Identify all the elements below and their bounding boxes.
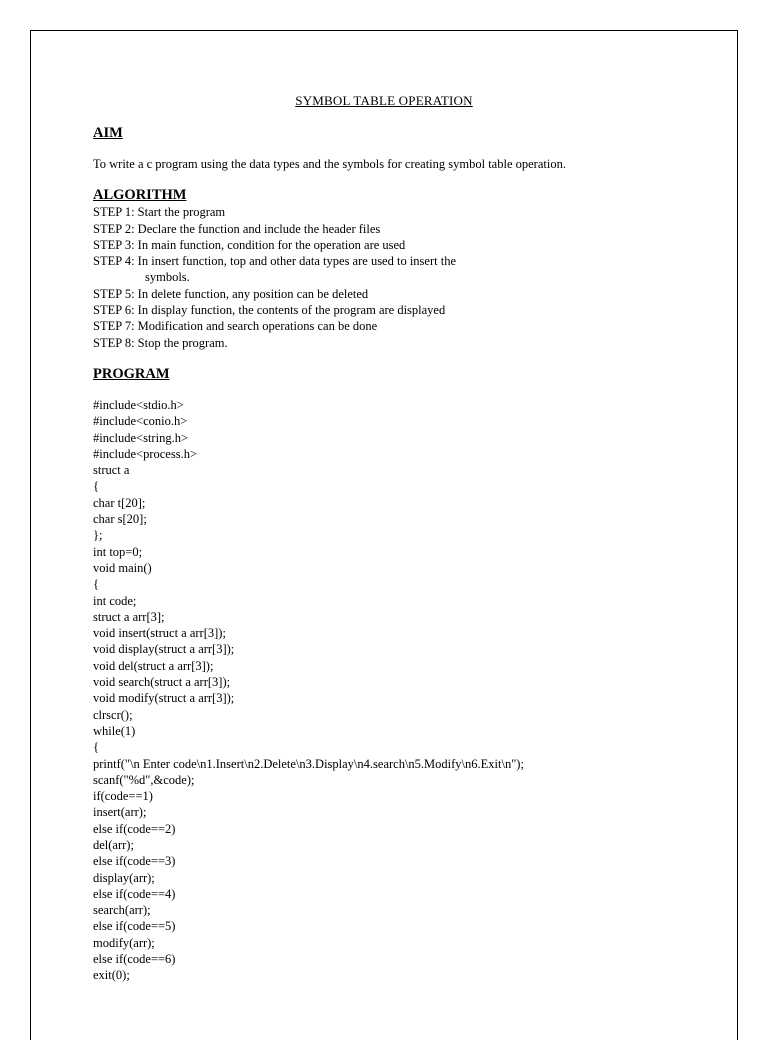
code-line: int top=0; [93, 544, 143, 559]
code-line: if(code==1) [93, 789, 153, 804]
code-line: char t[20]; [93, 495, 146, 510]
aim-heading: AIM [93, 125, 123, 141]
code-line: void del(struct a arr[3]); [93, 658, 214, 673]
code-line: { [93, 740, 99, 755]
code-line: modify(arr); [93, 935, 155, 950]
code-line: clrscr(); [93, 707, 133, 722]
aim-text: To write a c program using the data types and the symbols for creating symbol table operation. [93, 157, 566, 171]
step-4: STEP 4: In insert function, top and other data types are used to insert the [93, 254, 456, 269]
code-line: char s[20]; [93, 512, 147, 527]
code-line: #include<string.h> [93, 430, 188, 445]
code-line: int code; [93, 593, 137, 608]
step-3: STEP 3: In main function, condition for the operation are used [93, 237, 406, 252]
code-line: #include<conio.h> [93, 414, 188, 429]
program-heading: PROGRAM [93, 365, 170, 382]
code-line: { [93, 479, 99, 494]
code-line: void search(struct a arr[3]); [93, 675, 231, 690]
code-line: { [93, 577, 99, 592]
code-line: void modify(struct a arr[3]); [93, 691, 235, 706]
document-title: SYMBOL TABLE OPERATION [295, 93, 473, 108]
code-block [93, 397, 713, 984]
code-line: struct a arr[3]; [93, 609, 165, 624]
code-line: else if(code==5) [93, 919, 176, 934]
code-line: else if(code==3) [93, 854, 176, 869]
code-line: }; [93, 528, 103, 543]
step-1: STEP 1: Start the program [93, 205, 226, 220]
code-line: void insert(struct a arr[3]); [93, 626, 226, 641]
step-7: STEP 7: Modification and search operations can be done [93, 319, 378, 334]
code-line: else if(code==2) [93, 821, 176, 836]
code-line: void display(struct a arr[3]); [93, 642, 235, 657]
step-8: STEP 8: Stop the program. [93, 335, 228, 350]
document-body [93, 124, 713, 984]
code-line: while(1) [93, 723, 136, 738]
algorithm-steps [93, 204, 713, 351]
step-2: STEP 2: Declare the function and include the header files [93, 221, 381, 236]
code-line: exit(0); [93, 968, 130, 983]
code-line: insert(arr); [93, 805, 147, 820]
code-line: else if(code==6) [93, 952, 176, 967]
code-line: scanf("%d",&code); [93, 772, 195, 787]
step-6: STEP 6: In display function, the contents of the program are displayed [93, 303, 446, 318]
step-4-continued: symbols. [145, 270, 190, 285]
code-line: else if(code==4) [93, 886, 176, 901]
code-line: printf("\n Enter code\n1.Insert\n2.Delete\n3.Display\n4.search\n5.Modify\n6.Exit\n"); [93, 756, 524, 771]
step-5: STEP 5: In delete function, any position can be deleted [93, 286, 369, 301]
code-line: void main() [93, 560, 152, 575]
code-line: del(arr); [93, 837, 134, 852]
code-line: display(arr); [93, 870, 155, 885]
code-line: struct a [93, 463, 130, 478]
algorithm-heading: ALGORITHM [93, 187, 187, 204]
code-line: #include<stdio.h> [93, 397, 184, 412]
code-line: #include<process.h> [93, 446, 198, 461]
code-line: search(arr); [93, 903, 151, 918]
